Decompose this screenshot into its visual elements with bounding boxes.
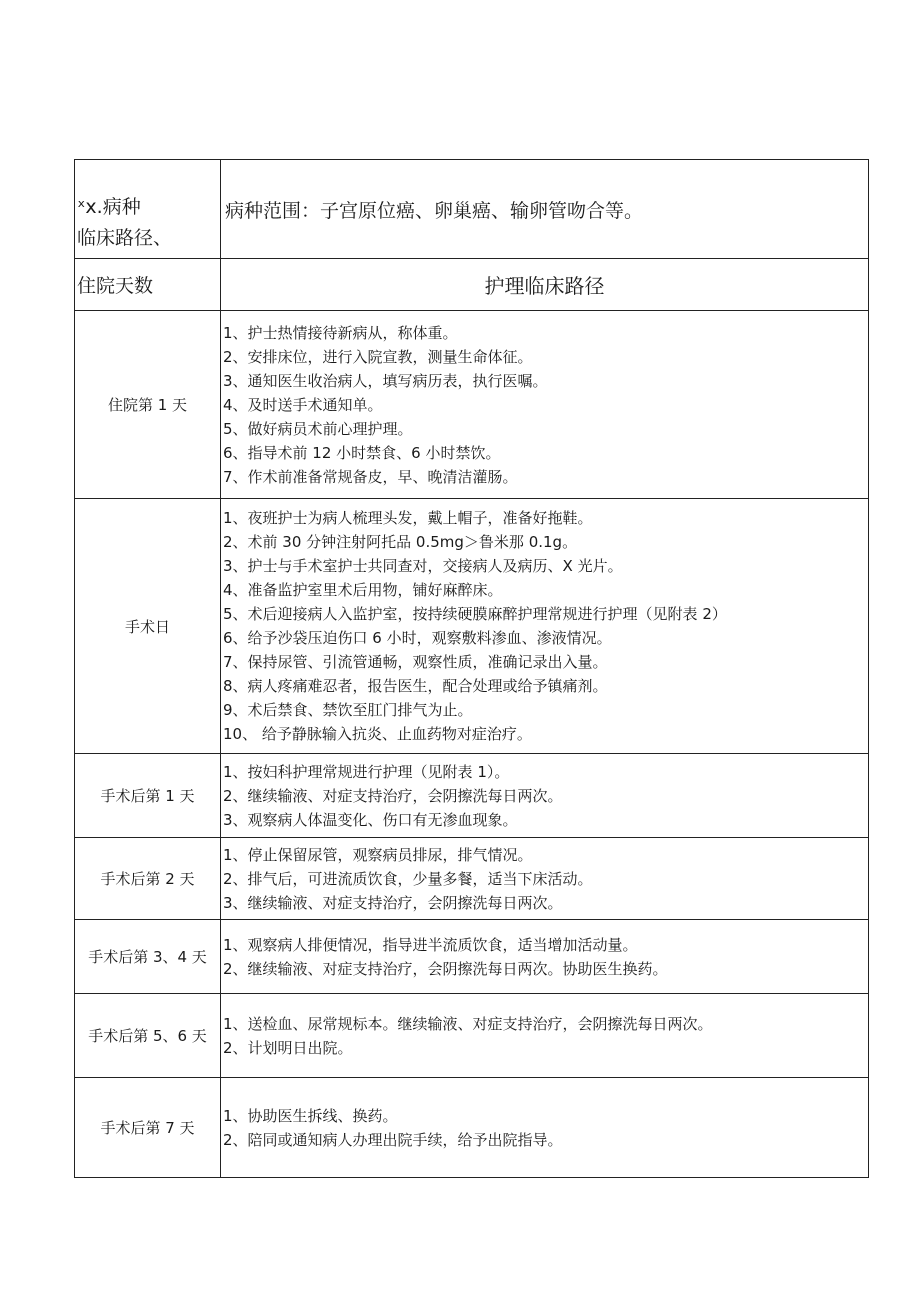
step-item: 7、保持尿管、引流管通畅，观察性质，准确记录出入量。 [223,653,608,671]
disease-scope: 病种范围：子宫原位癌、卵巢癌、输卵管吻合等。 [221,160,869,259]
step-item: 3、护士与手术室护士共同查对，交接病人及病历、X 光片。 [223,557,623,575]
disease-row [75,160,869,259]
disease-label-line1: ˣx.病种 [77,196,141,218]
day-label: 手术后第 2 天 [75,838,221,920]
step-item: 2、安排床位，进行入院宣教，测量生命体征。 [223,347,533,366]
step-item: 3、观察病人体温变化、伤口有无渗血现象。 [223,810,518,829]
step-item: 2、计划明日出院。 [223,1038,353,1057]
step-item: 1、夜班护士为病人梳理头发，戴上帽子，准备好拖鞋。 [223,509,593,527]
table-row [75,994,869,1078]
table-row [75,311,869,499]
step-item: 1、护士热情接待新病从，称体重。 [223,323,458,342]
step-item: 2、术前 30 分钟注射阿托品 0.5mg＞鲁米那 0.1g。 [223,533,578,551]
step-item: 7、作术前准备常规备皮，早、晚清洁灌肠。 [223,467,518,486]
step-item: 2、排气后，可进流质饮食，少量多餐，适当下床活动。 [223,869,593,888]
step-item: 5、做好病员术前心理护理。 [223,419,413,438]
step-item: 3、继续输液、对症支持治疗，会阴擦洗每日两次。 [223,893,563,912]
day-label: 手术后第 5、6 天 [75,994,221,1078]
clinical-pathway-table [74,159,869,1178]
step-item: 5、术后迎接病人入监护室，按持续硬膜麻醉护理常规进行护理（见附表 2） [223,605,727,623]
step-item: 4、及时送手术通知单。 [223,395,383,414]
steps-cell [221,838,869,920]
step-item: 4、准备监护室里术后用物，铺好麻醉床。 [223,581,503,599]
steps-cell [221,754,869,838]
step-item: 3、通知医生收治病人，填写病历表，执行医嘱。 [223,371,548,390]
days-header: 住院天数 [75,259,221,311]
step-item: 6、指导术前 12 小时禁食、6 小时禁饮。 [223,443,501,462]
table-row [75,920,869,994]
day-label: 手术后第 3、4 天 [75,920,221,994]
disease-label-cell [75,160,221,259]
step-item: 1、按妇科护理常规进行护理（见附表 1）。 [223,762,510,781]
disease-label-line2: 临床路径、 [77,227,173,249]
table-row [75,499,869,754]
step-item: 2、继续输液、对症支持治疗，会阴擦洗每日两次。 [223,786,563,805]
day-label: 手术日 [75,499,221,754]
step-item: 2、陪同或通知病人办理出院手续，给予出院指导。 [223,1130,563,1149]
steps-cell [221,499,869,754]
step-item: 6、给予沙袋压迫伤口 6 小时，观察敷料渗血、渗液情况。 [223,629,612,647]
path-header: 护理临床路径 [221,259,869,311]
steps-cell [221,994,869,1078]
step-item: 8、病人疼痛难忍者，报告医生，配合处理或给予镇痛剂。 [223,677,608,695]
step-item: 9、术后禁食、禁饮至肛门排气为止。 [223,701,473,719]
step-item: 2、继续输液、对症支持治疗，会阴擦洗每日两次。协助医生换药。 [223,959,668,978]
step-item: 1、停止保留尿管，观察病员排尿，排气情况。 [223,845,533,864]
steps-cell [221,1078,869,1178]
table-row [75,838,869,920]
step-item: 1、送检血、尿常规标本。继续输液、对症支持治疗，会阴擦洗每日两次。 [223,1014,713,1033]
day-label: 手术后第 7 天 [75,1078,221,1178]
steps-cell [221,920,869,994]
table-row [75,1078,869,1178]
table-row [75,754,869,838]
header-row [75,259,869,311]
steps-cell [221,311,869,499]
day-label: 手术后第 1 天 [75,754,221,838]
step-item: 1、协助医生拆线、换药。 [223,1106,398,1125]
step-item: 1、观察病人排便情况，指导进半流质饮食，适当增加活动量。 [223,935,638,954]
step-item: 10、 给予静脉输入抗炎、止血药物对症治疗。 [223,725,532,743]
day-label: 住院第 1 天 [75,311,221,499]
